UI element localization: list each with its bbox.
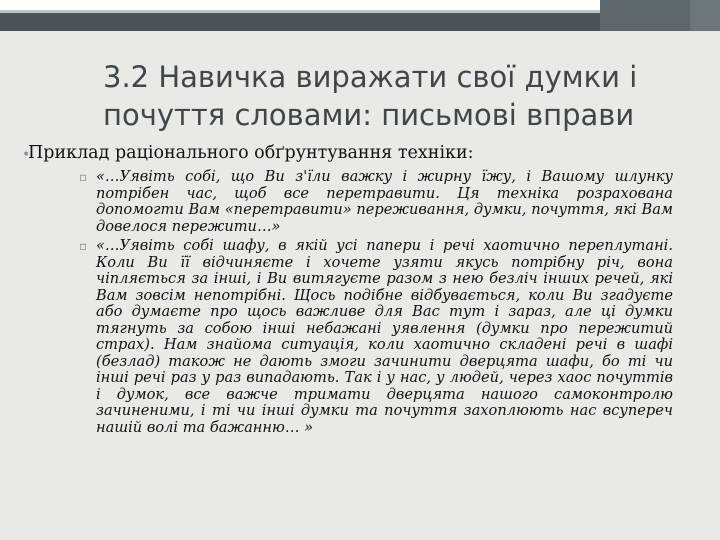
sub-bullet-2-text: «…Уявіть собі шафу, в якій усі папери і речі хаотично переплутані. Коли Ви її відчиняєте і хочете узяти якусь потрібну річ, вона чіпляється за інші, і Ви витягуєте разом з нею безліч інших речей, які Вам зовсім непотрібні. Щось подібне відбувається, коли Ви згадуєте або думаєте про щось важливе для Вас тут і зараз, але ці думки тягнуть за собою інші небажані уявлення (думки про пережитий страх). Нам знайома ситуація, коли хаотично складені речі в шафі (безлад) також не дають змоги зачинити дверцята шафи, бо ті чи інші речі раз у раз випадають. Так і у нас, у людей, через хаос почуттів і думок, все важче тримати дверцята нашого самоконтролю зачиненими, і ті чи інші думки та почуття захоплюють нас всупереч нашій волі та бажанню… » [96, 237, 673, 436]
slide-title: 3.2 Навичка виражати свої думки і почуття словами: письмові вправи [103, 60, 638, 132]
main-bullet [22, 143, 698, 163]
sub-bullet-1-text: «…Уявіть собі, що Ви з'їли важку і жирну їжу, і Вашому шлунку потрібен час, щоб все перетравити. Ця техніка розрахована допомогти Вам «перетравити» переживання, думки, почуття, які Вам довелося пережити…» [96, 168, 673, 235]
bullet-dot-icon: • [22, 147, 31, 163]
sub-bullet-2 [79, 237, 673, 436]
header-accent-block-dark [690, 0, 720, 31]
small-square-bullet-icon: ▫ [79, 239, 88, 253]
main-bullet-text: Приклад раціонального обґрунтування техніки: [28, 143, 474, 163]
sub-bullet-1 [79, 168, 673, 235]
small-square-bullet-icon: ▫ [79, 170, 88, 184]
